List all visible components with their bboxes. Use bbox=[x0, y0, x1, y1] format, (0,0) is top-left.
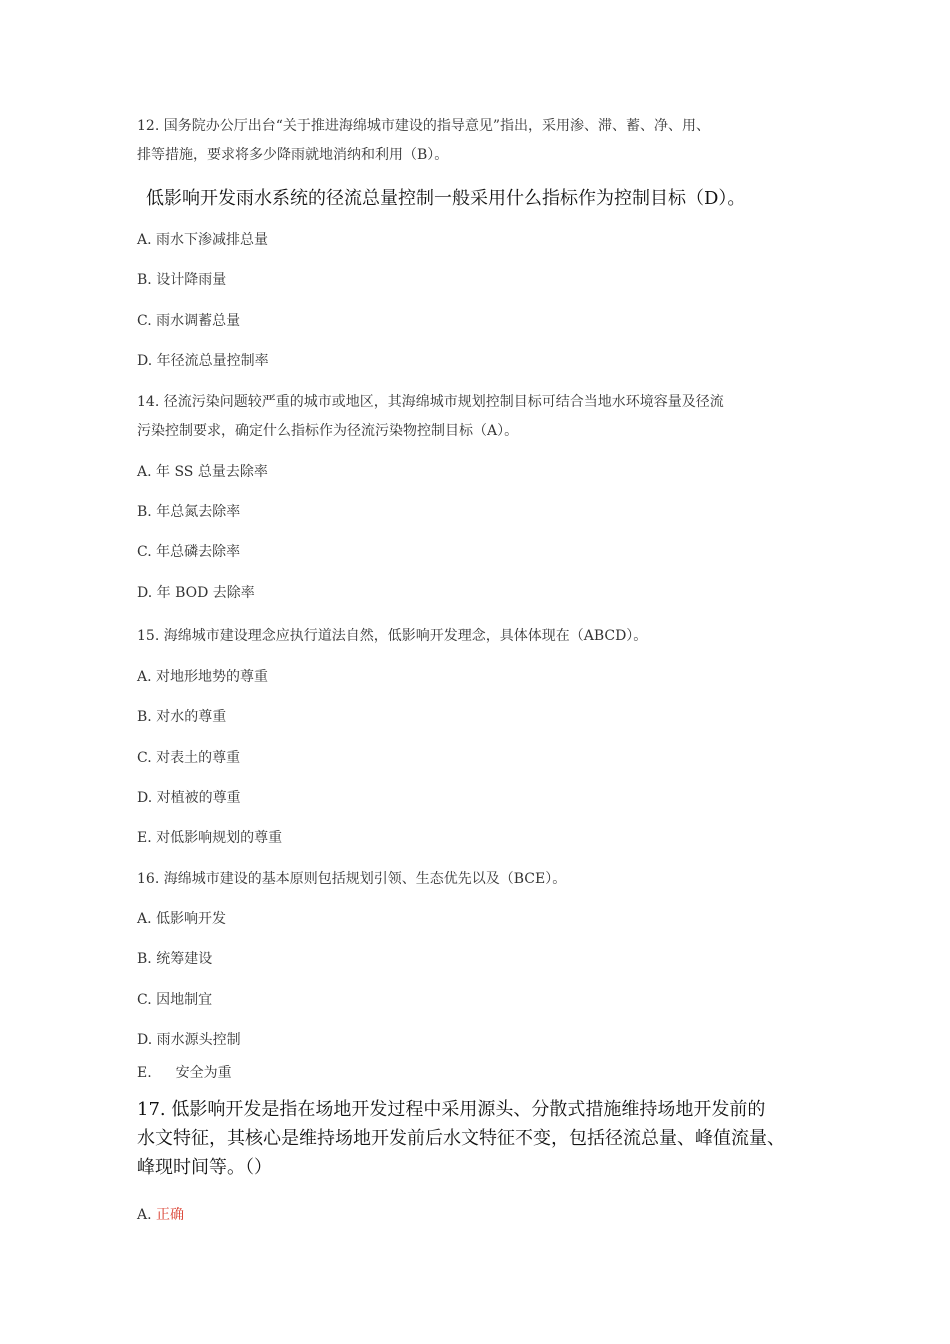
q16-option-e-letter: E. bbox=[137, 1065, 152, 1081]
q16-option-e bbox=[137, 1063, 232, 1083]
q16-stem: 16. 海绵城市建设的基本原则包括规划引领、生态优先以及（BCE）。 bbox=[137, 871, 567, 887]
q15-option-c: C. 对表土的尊重 bbox=[137, 750, 241, 766]
q15-option-d: D. 对植被的尊重 bbox=[137, 790, 241, 806]
q15-stem: 15. 海绵城市建设理念应执行道法自然，低影响开发理念，具体体现在（ABCD）。 bbox=[137, 628, 648, 644]
q13-stem: 低影响开发雨水系统的径流总量控制一般采用什么指标作为控制目标（D）。 bbox=[146, 188, 746, 209]
q17-text-line2: 水文特征，其核心是维持场地开发前后水文特征不变，包括径流总量、峰值流量、 bbox=[137, 1128, 785, 1149]
q13-option-c: C. 雨水调蓄总量 bbox=[137, 313, 241, 329]
q14-option-a: A. 年 SS 总量去除率 bbox=[137, 464, 268, 480]
q13-option-a: A. 雨水下渗减排总量 bbox=[137, 232, 269, 248]
q12-text-line2: 排等措施，要求将多少降雨就地消纳和利用（B）。 bbox=[137, 147, 449, 163]
q14-text-line2: 污染控制要求，确定什么指标作为径流污染物控制目标（A）。 bbox=[137, 423, 519, 439]
q17-option-a-letter: A. bbox=[137, 1207, 152, 1223]
q17-option-a-answer: 正确 bbox=[156, 1207, 185, 1223]
q15-option-a: A. 对地形地势的尊重 bbox=[137, 669, 269, 685]
q13-option-d: D. 年径流总量控制率 bbox=[137, 353, 269, 369]
q16-option-c: C. 因地制宜 bbox=[137, 992, 213, 1008]
q17-option-a bbox=[137, 1205, 184, 1225]
q16-option-e-text: 安全为重 bbox=[175, 1065, 232, 1081]
q17-text-line3: 峰现时间等。（） bbox=[137, 1157, 272, 1178]
q15-option-b: B. 对水的尊重 bbox=[137, 709, 227, 725]
q16-option-d: D. 雨水源头控制 bbox=[137, 1032, 241, 1048]
q12-text-line1: 12. 国务院办公厅出台“关于推进海绵城市建设的指导意见”指出，采用渗、滞、蓄、净、用、 bbox=[137, 118, 711, 134]
q17-text-line1: 17. 低影响开发是指在场地开发过程中采用源头、分散式措施维持场地开发前的 bbox=[137, 1099, 766, 1120]
q15-option-e: E. 对低影响规划的尊重 bbox=[137, 830, 283, 846]
q16-option-b: B. 统筹建设 bbox=[137, 951, 213, 967]
q13-option-b: B. 设计降雨量 bbox=[137, 272, 227, 288]
q14-text-line1: 14. 径流污染问题较严重的城市或地区，其海绵城市规划控制目标可结合当地水环境容量及径流 bbox=[137, 394, 724, 410]
q14-option-b: B. 年总氮去除率 bbox=[137, 504, 241, 520]
q14-option-c: C. 年总磷去除率 bbox=[137, 544, 241, 560]
q14-option-d: D. 年 BOD 去除率 bbox=[137, 585, 255, 601]
q16-option-a: A. 低影响开发 bbox=[137, 911, 227, 927]
